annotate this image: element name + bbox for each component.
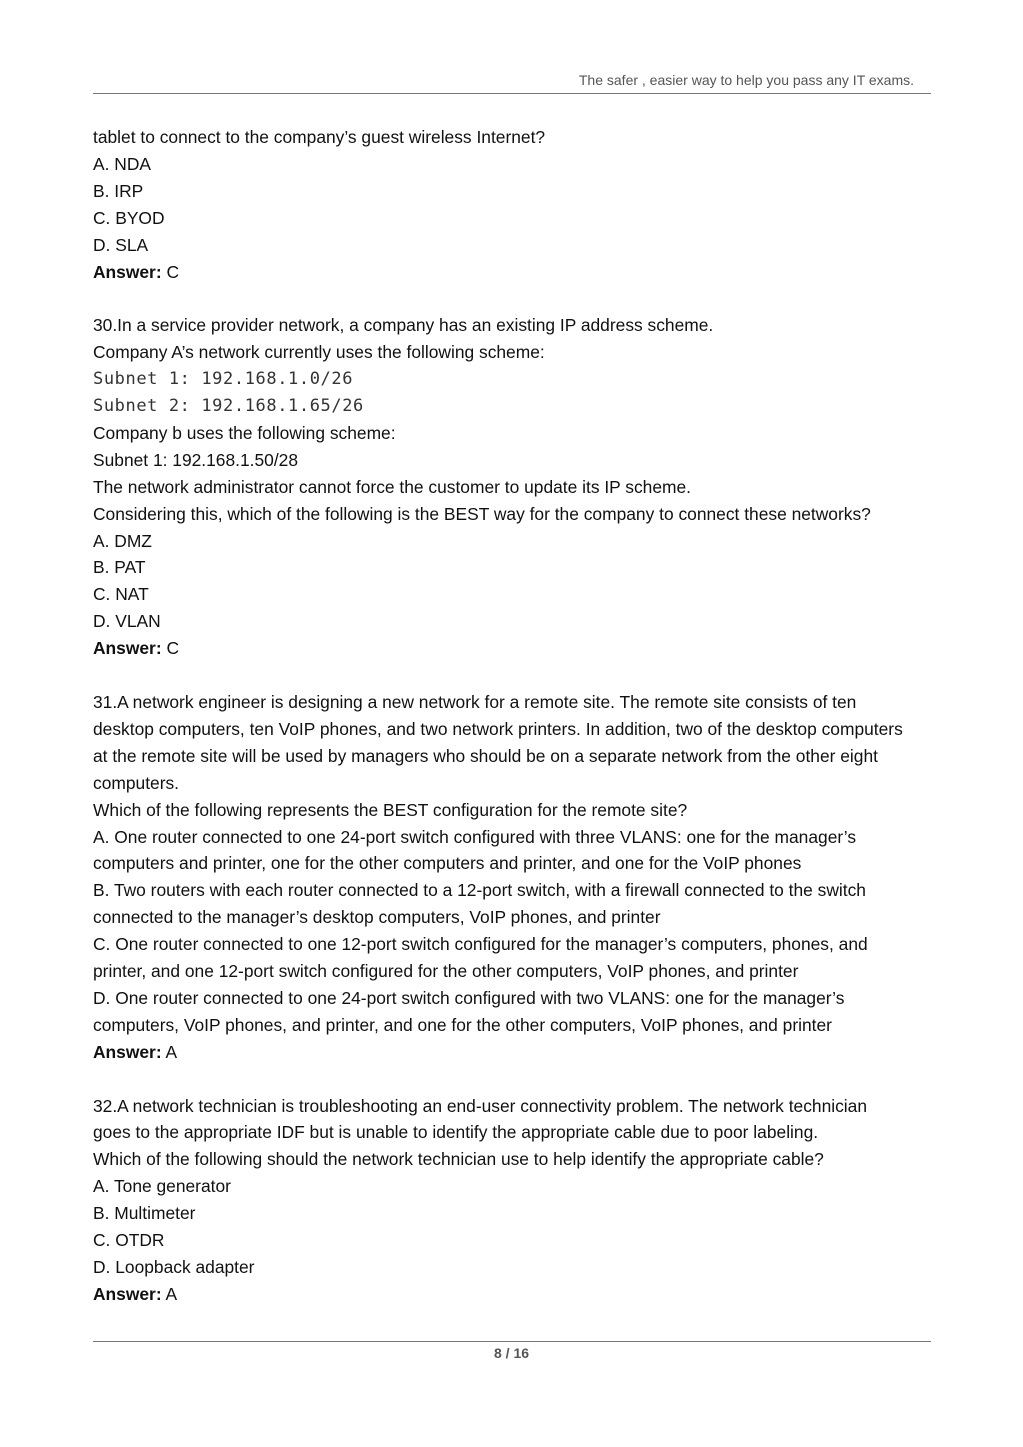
spacer xyxy=(93,285,933,312)
code-line: Subnet 1: 192.168.1.0/26 xyxy=(93,369,354,390)
option-a-cont: computers and printer, one for the other computers and printer, and one for the VoIP phones xyxy=(93,853,802,874)
page-number: 8 / 16 xyxy=(493,1345,530,1361)
question-line: Which of the following represents the BEST configuration for the remote site? xyxy=(93,799,688,820)
option-a: A. NDA xyxy=(93,153,151,174)
footer-divider xyxy=(93,1341,931,1342)
question-line: The network administrator cannot force the customer to update its IP scheme. xyxy=(93,476,692,497)
question-line: 31.A network engineer is designing a new network for a remote site. The remote site consists of ten xyxy=(93,692,857,712)
option-c: C. BYOD xyxy=(93,207,165,228)
question-31 xyxy=(93,689,933,1066)
answer-label: Answer: xyxy=(93,1041,162,1062)
question-stem: tablet to connect to the company’s guest wireless Internet? xyxy=(93,127,546,147)
option-a: A. DMZ xyxy=(93,530,152,551)
option-a: A. One router connected to one 24-port switch configured with three VLANS: one for the manager’s xyxy=(93,826,857,847)
option-c-cont: printer, and one 12-port switch configured for the other computers, VoIP phones, and printer xyxy=(93,961,799,982)
answer-line xyxy=(93,1281,933,1308)
question-line: Considering this, which of the following is the BEST way for the company to connect these networks? xyxy=(93,503,871,524)
option-d-cont: computers, VoIP phones, and printer, and one for the other computers, VoIP phones, and printer xyxy=(93,1014,832,1035)
option-d: D. SLA xyxy=(93,234,149,255)
question-30 xyxy=(93,312,933,662)
answer-line xyxy=(93,259,933,286)
question-line: computers. xyxy=(93,772,180,793)
header-divider xyxy=(93,93,931,94)
option-b-cont: connected to the manager’s desktop computers, VoIP phones, and printer xyxy=(93,907,661,928)
answer-label: Answer: xyxy=(93,1283,162,1304)
answer-label: Answer: xyxy=(93,638,162,659)
option-d: D. One router connected to one 24-port switch configured with two VLANS: one for the manager’s xyxy=(93,987,845,1008)
answer-line xyxy=(93,1039,933,1066)
question-line: Company A’s network currently uses the following scheme: xyxy=(93,342,545,363)
question-line: desktop computers, ten VoIP phones, and two network printers. In addition, two of the desktop computers xyxy=(93,718,903,739)
question-line: 32.A network technician is troubleshooting an end-user connectivity problem. The network technician xyxy=(93,1095,868,1116)
option-b: B. IRP xyxy=(93,180,144,201)
question-line: goes to the appropriate IDF but is unable to identify the appropriate cable due to poor labeling. xyxy=(93,1122,819,1143)
option-b: B. PAT xyxy=(93,557,146,578)
option-a: A. Tone generator xyxy=(93,1176,231,1197)
question-line: 30.In a service provider network, a company has an existing IP address scheme. xyxy=(93,315,714,336)
option-b: B. Multimeter xyxy=(93,1203,196,1224)
answer-value: A xyxy=(165,1041,178,1062)
option-c: C. One router connected to one 12-port switch configured for the manager’s computers, phones, and xyxy=(93,934,868,955)
answer-value: C xyxy=(166,261,180,282)
question-line: at the remote site will be used by managers who should be on a separate network from the other eight xyxy=(93,745,878,766)
answer-value: C xyxy=(166,638,180,659)
answer-line xyxy=(93,635,933,662)
document-body xyxy=(93,124,933,1308)
option-d: D. VLAN xyxy=(93,611,161,632)
code-line: Subnet 2: 192.168.1.65/26 xyxy=(93,396,364,417)
answer-label: Answer: xyxy=(93,261,162,282)
answer-value: A xyxy=(165,1283,178,1304)
spacer xyxy=(93,662,933,689)
question-continuation xyxy=(93,124,933,285)
question-32 xyxy=(93,1093,933,1308)
option-d: D. Loopback adapter xyxy=(93,1257,255,1278)
option-b: B. Two routers with each router connected to a 12-port switch, with a firewall connected to the switch xyxy=(93,880,866,901)
page-header: The safer , easier way to help you pass any IT exams. xyxy=(578,72,914,88)
question-line: Subnet 1: 192.168.1.50/28 xyxy=(93,449,299,470)
question-line: Company b uses the following scheme: xyxy=(93,422,396,443)
spacer xyxy=(93,1066,933,1093)
option-c: C. NAT xyxy=(93,584,149,605)
option-c: C. OTDR xyxy=(93,1230,165,1251)
question-line: Which of the following should the network technician use to help identify the appropriate cable? xyxy=(93,1149,824,1170)
